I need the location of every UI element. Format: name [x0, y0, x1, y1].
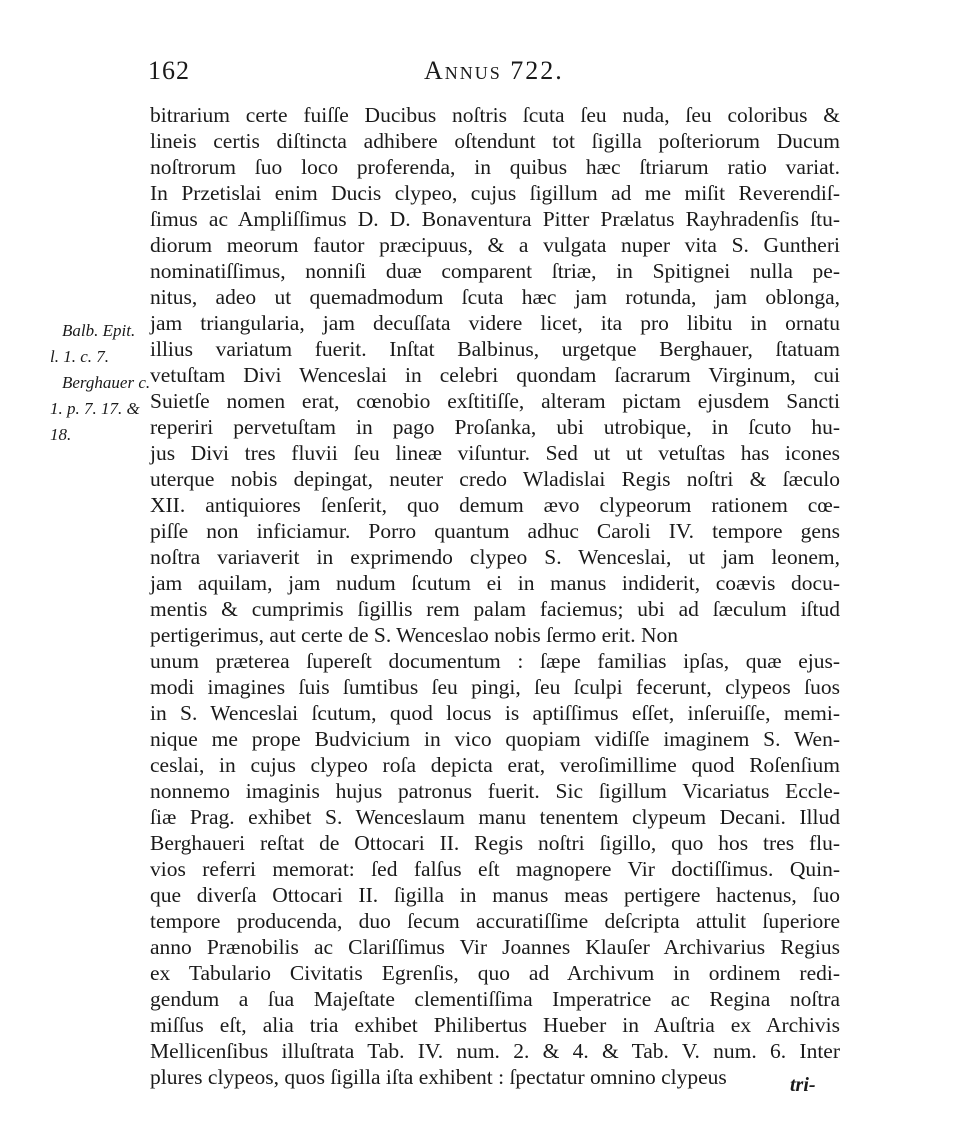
text-line: vios referri memorat: ſed falſus eſt magnopere Vir doctiſſimus. Quin- [150, 857, 840, 881]
text-line: Mellicenſibus illuſtrata Tab. IV. num. 2. & 4. & Tab. V. num. 6. Inter [150, 1039, 840, 1063]
text-line: modi imagines ſuis ſumtibus ſeu pingi, ſeu ſculpi fecerunt, clypeos ſuos [150, 675, 840, 699]
text-line: unum præterea ſupereſt documentum : ſæpe familias ipſas, quæ ejus- [150, 649, 840, 673]
text-line: noſtrorum ſuo loco proferenda, in quibus hæc ſtriarum ratio variat. [150, 155, 840, 179]
text-line: mentis & cumprimis ſigillis rem palam faciemus; ubi ad ſæculum iſtud [150, 597, 840, 621]
text-body [150, 102, 840, 1090]
text-line: que diverſa Ottocari II. ſigilla in manus meas pertigere hactenus, ſuo [150, 883, 840, 907]
text-line: nonnemo imaginis hujus patronus fuerit. Sic ſigillum Vicariatus Eccle- [150, 779, 840, 803]
margin-note-line: Berghauer c. [62, 373, 151, 392]
text-line: bitrarium certe fuiſſe Ducibus noſtris ſcuta ſeu nuda, ſeu coloribus & [150, 103, 840, 127]
text-line: Berghaueri reſtat de Ottocari II. Regis noſtri ſigillo, quo hos tres flu- [150, 831, 840, 855]
text-line: nique me prope Budvicium in vico quopiam vidiſſe imaginem S. Wen- [150, 727, 840, 751]
text-line: Suietſe nomen erat, cœnobio exſtitiſſe, alteram pictam ejusdem Sancti [150, 389, 840, 413]
header-title: Annus 722. [424, 56, 564, 85]
text-line: piſſe non inficiamur. Porro quantum adhuc Caroli IV. tempore gens [150, 519, 840, 543]
text-line: noſtra variaverit in exprimendo clypeo S. Wenceslai, ut jam leonem, [150, 545, 840, 569]
margin-note-line: l. 1. c. 7. [50, 347, 110, 366]
text-line: pertigerimus, aut certe de S. Wenceslao nobis ſermo erit. Non [150, 623, 679, 647]
text-line: illius variatum fuerit. Inſtat Balbinus, urgetque Berghauer, ſtatuam [150, 337, 840, 361]
text-line: jus Divi tres fluvii ſeu lineæ viſuntur. Sed ut ut vetuſtas has icones [150, 441, 840, 465]
text-line: anno Prænobilis ac Clariſſimus Vir Joannes Klauſer Archivarius Regius [150, 935, 840, 959]
margin-notes [50, 318, 150, 448]
catchword: tri- [790, 1074, 816, 1096]
margin-note-line: 1. p. 7. 17. & [50, 399, 140, 418]
text-line: XII. antiquiores ſenſerit, quo demum ævo clypeorum rationem cœ- [150, 493, 840, 517]
text-line: jam aquilam, jam nudum ſcutum ei in manus indiderit, coævis docu- [150, 571, 840, 595]
text-line: In Przetislai enim Ducis clypeo, cujus ſigillum ad me miſit Reverendiſ- [150, 181, 840, 205]
text-line: jam triangularia, jam decuſſata videre licet, ita pro libitu in ornatu [150, 311, 840, 335]
margin-note-line: 18. [50, 425, 72, 444]
text-line: nominatiſſimus, nonniſi duæ comparent ſtriæ, in Spitignei nulla pe- [150, 259, 840, 283]
text-line: ex Tabulario Civitatis Egrenſis, quo ad Archivum in ordinem redi- [150, 961, 840, 985]
text-line: ſiæ Prag. exhibet S. Wenceslaum manu tenentem clypeum Decani. Illud [150, 805, 840, 829]
text-line: gendum a ſua Majeſtate clementiſſima Imperatrice ac Regina noſtra [150, 987, 840, 1011]
margin-note-line: Balb. Epit. [62, 321, 136, 340]
text-line: uterque nobis depingat, neuter credo Wladislai Regis noſtri & ſæculo [150, 467, 840, 491]
text-line: nitus, adeo ut quemadmodum ſcuta hæc jam rotunda, jam oblonga, [150, 285, 840, 309]
text-line: plures clypeos, quos ſigilla iſta exhibent : ſpectatur omnino clypeus [150, 1065, 727, 1089]
text-line: vetuſtam Divi Wenceslai in celebri quondam ſacrarum Virginum, cui [150, 363, 840, 387]
page-number: 162 [148, 56, 190, 85]
running-head [148, 56, 848, 92]
text-line: in S. Wenceslai ſcutum, quod locus is aptiſſimus eſſet, inſeruiſſe, memi- [150, 701, 840, 725]
text-line: tempore producenda, duo ſecum accuratiſſime deſcripta attulit ſuperiore [150, 909, 840, 933]
text-line: reperiri pervetuſtam in pago Proſanka, ubi utrobique, in ſcuto hu- [150, 415, 840, 439]
text-line: diorum meorum fautor præcipuus, & a vulgata nuper vita S. Guntheri [150, 233, 840, 257]
text-line: miſſus eſt, alia tria exhibet Philibertus Hueber in Auſtria ex Archivis [150, 1013, 840, 1037]
text-line: ceslai, in cujus clypeo roſa depicta erat, veroſimillime quod Roſenſium [150, 753, 840, 777]
text-line: lineis certis diſtincta adhibere oſtendunt tot ſigilla poſteriorum Ducum [150, 129, 840, 153]
text-line: ſimus ac Ampliſſimus D. D. Bonaventura Pitter Prælatus Rayhradenſis ſtu- [150, 207, 840, 231]
